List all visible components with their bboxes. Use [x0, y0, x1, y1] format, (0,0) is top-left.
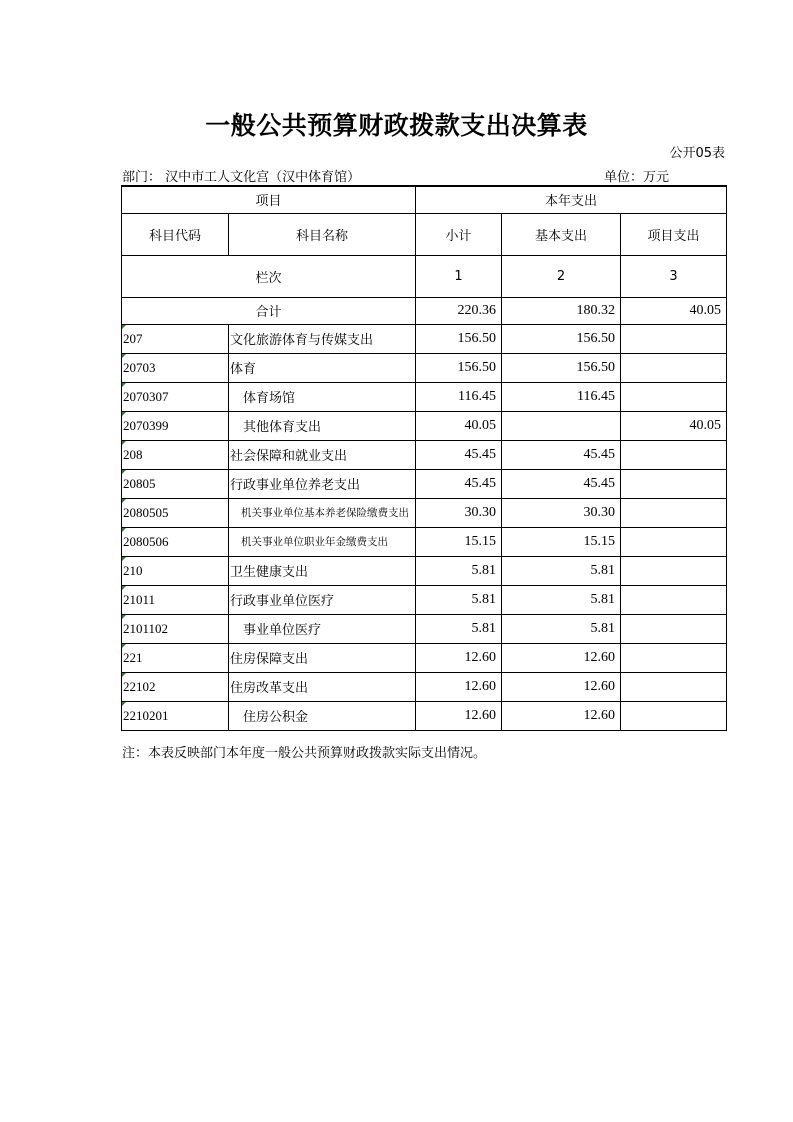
item-name: 住房保障支出	[229, 643, 416, 672]
item-project	[621, 643, 727, 672]
item-code: 22102	[122, 672, 229, 701]
item-subtotal: 156.50	[416, 353, 502, 382]
item-code: 207	[122, 324, 229, 353]
item-name: 事业单位医疗	[229, 614, 416, 643]
table-row	[122, 614, 727, 643]
item-subtotal: 5.81	[416, 614, 502, 643]
item-name: 卫生健康支出	[229, 556, 416, 585]
item-code: 210	[122, 556, 229, 585]
table-row	[122, 353, 727, 382]
item-basic: 45.45	[502, 440, 621, 469]
item-name: 其他体育支出	[229, 411, 416, 440]
header-basic: 基本支出	[502, 213, 621, 255]
item-basic: 156.50	[502, 324, 621, 353]
item-code: 21011	[122, 585, 229, 614]
item-subtotal: 12.60	[416, 643, 502, 672]
header-row-1	[122, 186, 727, 213]
item-project	[621, 614, 727, 643]
table-row	[122, 556, 727, 585]
footnote: 注：本表反映部门本年度一般公共预算财政拨款实际支出情况。	[122, 746, 487, 761]
item-code: 20805	[122, 469, 229, 498]
item-code: 20703	[122, 353, 229, 382]
unit-label: 单位：万元	[604, 170, 670, 185]
item-basic: 5.81	[502, 556, 621, 585]
item-basic: 116.45	[502, 382, 621, 411]
item-basic: 45.45	[502, 469, 621, 498]
item-project	[621, 672, 727, 701]
header-name: 科目名称	[229, 213, 416, 255]
item-subtotal: 12.60	[416, 672, 502, 701]
item-subtotal: 156.50	[416, 324, 502, 353]
item-project	[621, 469, 727, 498]
header-subtotal: 小计	[416, 213, 502, 255]
item-name: 机关事业单位职业年金缴费支出	[229, 527, 416, 556]
item-project	[621, 498, 727, 527]
item-name: 住房改革支出	[229, 672, 416, 701]
column-number-row	[122, 255, 727, 297]
item-basic	[502, 411, 621, 440]
header-current-year: 本年支出	[416, 186, 727, 213]
page-title: 一般公共预算财政拨款支出决算表	[205, 111, 588, 140]
item-code: 208	[122, 440, 229, 469]
item-basic: 30.30	[502, 498, 621, 527]
column-number-2: 2	[502, 255, 621, 297]
item-basic: 12.60	[502, 672, 621, 701]
item-basic: 15.15	[502, 527, 621, 556]
item-code: 2210201	[122, 701, 229, 730]
item-subtotal: 15.15	[416, 527, 502, 556]
item-name: 社会保障和就业支出	[229, 440, 416, 469]
item-name: 文化旅游体育与传媒支出	[229, 324, 416, 353]
item-code: 2101102	[122, 614, 229, 643]
header-project-exp: 项目支出	[621, 213, 727, 255]
department-label: 部门： 汉中市工人文化宫（汉中体育馆）	[122, 170, 361, 185]
column-number-1: 1	[416, 255, 502, 297]
item-code: 221	[122, 643, 229, 672]
item-basic: 5.81	[502, 585, 621, 614]
item-project	[621, 440, 727, 469]
item-subtotal: 12.60	[416, 701, 502, 730]
table-row	[122, 701, 727, 730]
item-name: 行政事业单位养老支出	[229, 469, 416, 498]
item-subtotal: 30.30	[416, 498, 502, 527]
header-row-2	[122, 213, 727, 255]
item-name: 行政事业单位医疗	[229, 585, 416, 614]
item-code: 2070399	[122, 411, 229, 440]
item-project	[621, 324, 727, 353]
total-basic: 180.32	[502, 297, 621, 324]
item-code: 2080505	[122, 498, 229, 527]
table-row	[122, 324, 727, 353]
total-subtotal: 220.36	[416, 297, 502, 324]
total-row	[122, 297, 727, 324]
column-number-3: 3	[621, 255, 727, 297]
item-project: 40.05	[621, 411, 727, 440]
table-row	[122, 498, 727, 527]
total-label: 合计	[122, 297, 416, 324]
column-number-label: 栏次	[122, 255, 416, 297]
item-project	[621, 353, 727, 382]
item-name: 体育	[229, 353, 416, 382]
item-code: 2070307	[122, 382, 229, 411]
item-code: 2080506	[122, 527, 229, 556]
item-basic: 12.60	[502, 643, 621, 672]
item-subtotal: 45.45	[416, 469, 502, 498]
item-basic: 156.50	[502, 353, 621, 382]
item-name: 体育场馆	[229, 382, 416, 411]
table-row	[122, 643, 727, 672]
item-name: 住房公积金	[229, 701, 416, 730]
item-basic: 5.81	[502, 614, 621, 643]
item-project	[621, 527, 727, 556]
header-project: 项目	[122, 186, 416, 213]
table-row	[122, 527, 727, 556]
table-row	[122, 440, 727, 469]
table-row	[122, 585, 727, 614]
expenditure-table	[121, 185, 727, 731]
form-number: 公开05表	[669, 146, 725, 161]
item-project	[621, 585, 727, 614]
table-row	[122, 382, 727, 411]
item-subtotal: 45.45	[416, 440, 502, 469]
item-project	[621, 382, 727, 411]
item-project	[621, 556, 727, 585]
item-subtotal: 116.45	[416, 382, 502, 411]
item-basic: 12.60	[502, 701, 621, 730]
total-project: 40.05	[621, 297, 727, 324]
table-row	[122, 672, 727, 701]
item-subtotal: 5.81	[416, 585, 502, 614]
item-subtotal: 40.05	[416, 411, 502, 440]
item-project	[621, 701, 727, 730]
table-row	[122, 411, 727, 440]
table-row	[122, 469, 727, 498]
item-name: 机关事业单位基本养老保险缴费支出	[229, 498, 416, 527]
item-subtotal: 5.81	[416, 556, 502, 585]
header-code: 科目代码	[122, 213, 229, 255]
